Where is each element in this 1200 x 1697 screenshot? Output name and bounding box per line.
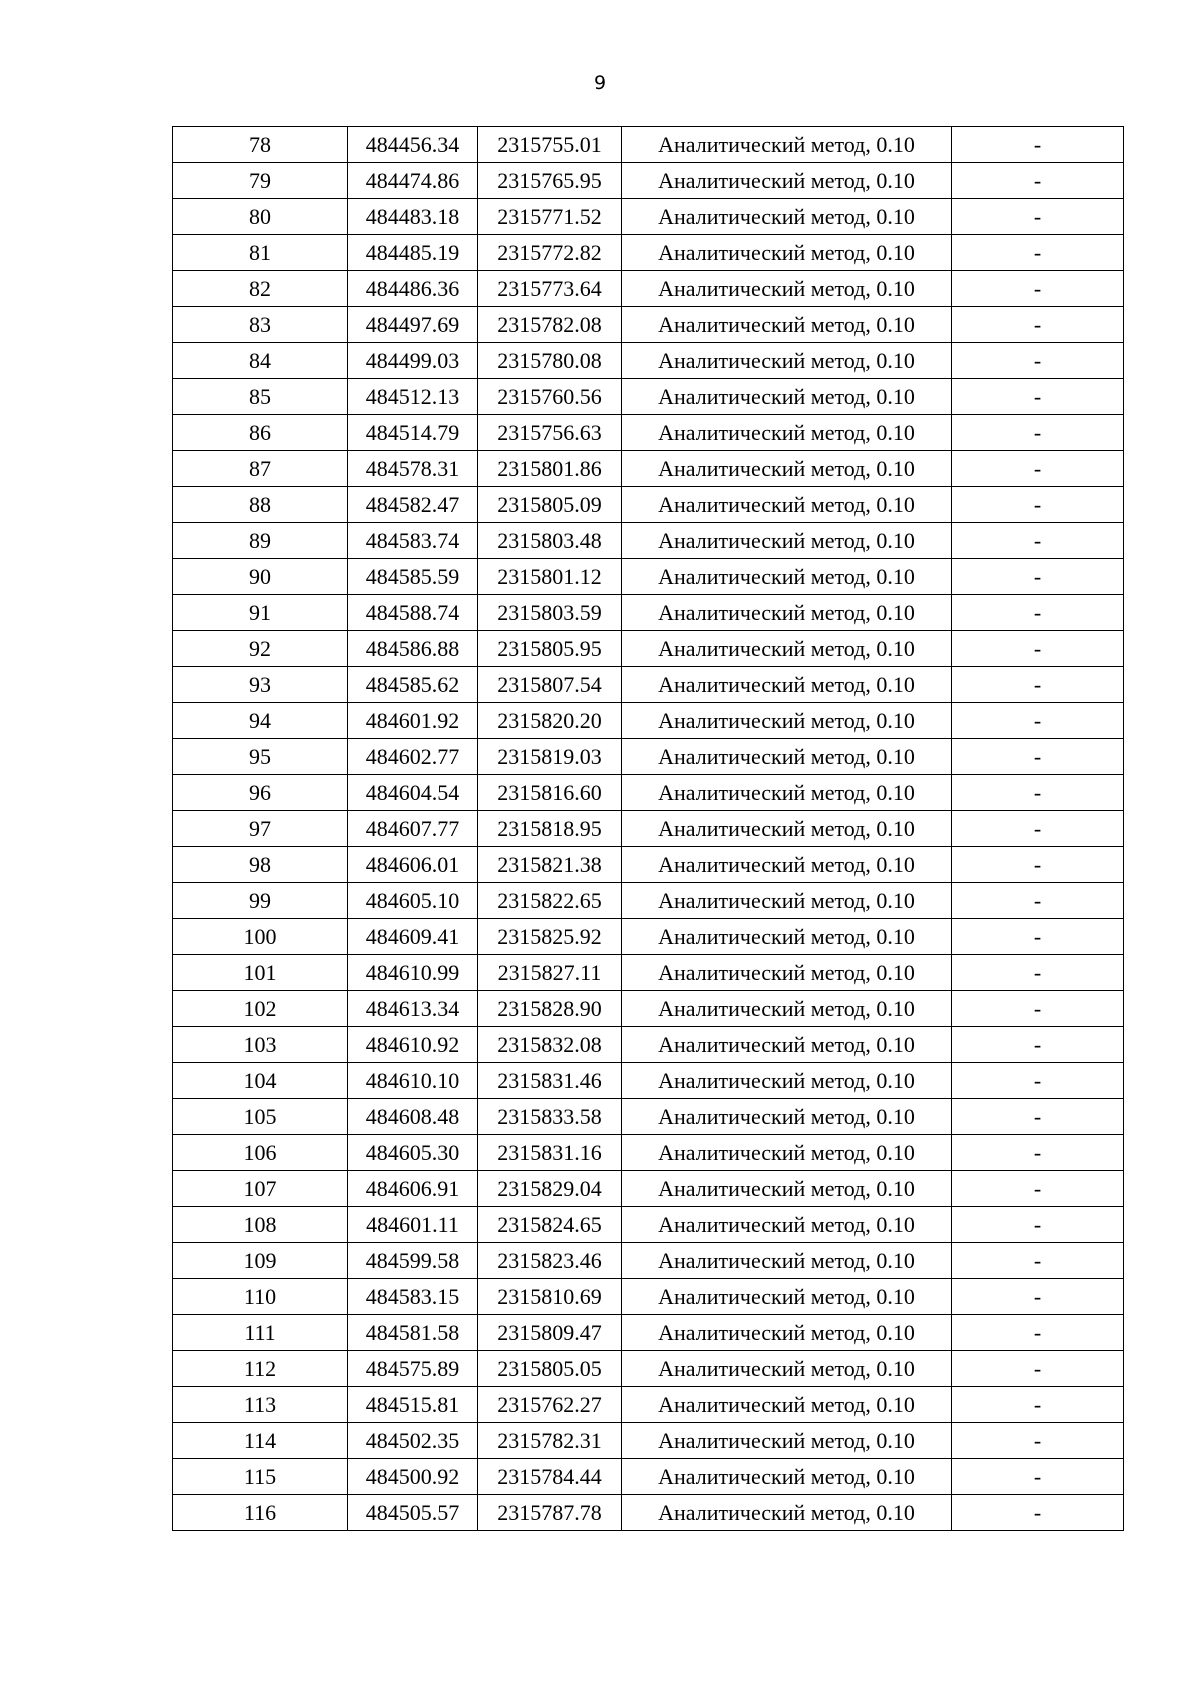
x-coordinate-cell: 484512.13 — [348, 379, 478, 415]
method-accuracy-cell: Аналитический метод, 0.10 — [622, 955, 952, 991]
x-coordinate-cell: 484581.58 — [348, 1315, 478, 1351]
point-description-cell: - — [952, 523, 1124, 559]
method-accuracy-cell: Аналитический метод, 0.10 — [622, 163, 952, 199]
point-description-cell: - — [952, 343, 1124, 379]
table-row — [173, 451, 1124, 487]
point-number-cell: 95 — [173, 739, 348, 775]
point-number-cell: 112 — [173, 1351, 348, 1387]
point-number-cell: 89 — [173, 523, 348, 559]
y-coordinate-cell: 2315762.27 — [478, 1387, 622, 1423]
table-row — [173, 1135, 1124, 1171]
table-row — [173, 1495, 1124, 1531]
method-accuracy-cell: Аналитический метод, 0.10 — [622, 1351, 952, 1387]
point-number-cell: 105 — [173, 1099, 348, 1135]
point-description-cell: - — [952, 271, 1124, 307]
method-accuracy-cell: Аналитический метод, 0.10 — [622, 1135, 952, 1171]
point-number-cell: 94 — [173, 703, 348, 739]
x-coordinate-cell: 484497.69 — [348, 307, 478, 343]
method-accuracy-cell: Аналитический метод, 0.10 — [622, 487, 952, 523]
point-number-cell: 84 — [173, 343, 348, 379]
point-description-cell: - — [952, 487, 1124, 523]
table-row — [173, 559, 1124, 595]
table-row — [173, 739, 1124, 775]
x-coordinate-cell: 484578.31 — [348, 451, 478, 487]
table-row — [173, 667, 1124, 703]
x-coordinate-cell: 484610.10 — [348, 1063, 478, 1099]
point-description-cell: - — [952, 1063, 1124, 1099]
y-coordinate-cell: 2315821.38 — [478, 847, 622, 883]
y-coordinate-cell: 2315772.82 — [478, 235, 622, 271]
point-number-cell: 85 — [173, 379, 348, 415]
x-coordinate-cell: 484613.34 — [348, 991, 478, 1027]
point-number-cell: 88 — [173, 487, 348, 523]
point-description-cell: - — [952, 379, 1124, 415]
point-description-cell: - — [952, 1459, 1124, 1495]
coordinates-table — [172, 126, 1124, 1531]
x-coordinate-cell: 484515.81 — [348, 1387, 478, 1423]
method-accuracy-cell: Аналитический метод, 0.10 — [622, 1495, 952, 1531]
method-accuracy-cell: Аналитический метод, 0.10 — [622, 307, 952, 343]
x-coordinate-cell: 484606.91 — [348, 1171, 478, 1207]
y-coordinate-cell: 2315822.65 — [478, 883, 622, 919]
method-accuracy-cell: Аналитический метод, 0.10 — [622, 1423, 952, 1459]
point-number-cell: 83 — [173, 307, 348, 343]
point-number-cell: 82 — [173, 271, 348, 307]
method-accuracy-cell: Аналитический метод, 0.10 — [622, 631, 952, 667]
point-description-cell: - — [952, 307, 1124, 343]
point-number-cell: 97 — [173, 811, 348, 847]
point-description-cell: - — [952, 415, 1124, 451]
point-number-cell: 80 — [173, 199, 348, 235]
page-number: 9 — [593, 72, 607, 94]
point-description-cell: - — [952, 235, 1124, 271]
x-coordinate-cell: 484610.92 — [348, 1027, 478, 1063]
y-coordinate-cell: 2315810.69 — [478, 1279, 622, 1315]
table-row — [173, 811, 1124, 847]
y-coordinate-cell: 2315756.63 — [478, 415, 622, 451]
x-coordinate-cell: 484575.89 — [348, 1351, 478, 1387]
y-coordinate-cell: 2315801.12 — [478, 559, 622, 595]
table-row — [173, 1459, 1124, 1495]
point-number-cell: 109 — [173, 1243, 348, 1279]
point-description-cell: - — [952, 1135, 1124, 1171]
method-accuracy-cell: Аналитический метод, 0.10 — [622, 199, 952, 235]
method-accuracy-cell: Аналитический метод, 0.10 — [622, 847, 952, 883]
x-coordinate-cell: 484585.59 — [348, 559, 478, 595]
method-accuracy-cell: Аналитический метод, 0.10 — [622, 379, 952, 415]
y-coordinate-cell: 2315765.95 — [478, 163, 622, 199]
table-row — [173, 487, 1124, 523]
y-coordinate-cell: 2315805.95 — [478, 631, 622, 667]
point-number-cell: 87 — [173, 451, 348, 487]
y-coordinate-cell: 2315825.92 — [478, 919, 622, 955]
point-description-cell: - — [952, 1243, 1124, 1279]
point-description-cell: - — [952, 631, 1124, 667]
x-coordinate-cell: 484601.92 — [348, 703, 478, 739]
y-coordinate-cell: 2315807.54 — [478, 667, 622, 703]
point-number-cell: 111 — [173, 1315, 348, 1351]
point-description-cell: - — [952, 775, 1124, 811]
method-accuracy-cell: Аналитический метод, 0.10 — [622, 919, 952, 955]
y-coordinate-cell: 2315784.44 — [478, 1459, 622, 1495]
table-row — [173, 1351, 1124, 1387]
point-description-cell: - — [952, 1099, 1124, 1135]
point-number-cell: 79 — [173, 163, 348, 199]
table-row — [173, 1243, 1124, 1279]
x-coordinate-cell: 484602.77 — [348, 739, 478, 775]
table-row — [173, 1027, 1124, 1063]
y-coordinate-cell: 2315771.52 — [478, 199, 622, 235]
method-accuracy-cell: Аналитический метод, 0.10 — [622, 883, 952, 919]
table-row — [173, 271, 1124, 307]
point-number-cell: 108 — [173, 1207, 348, 1243]
point-description-cell: - — [952, 199, 1124, 235]
table-row — [173, 883, 1124, 919]
point-number-cell: 91 — [173, 595, 348, 631]
y-coordinate-cell: 2315833.58 — [478, 1099, 622, 1135]
y-coordinate-cell: 2315818.95 — [478, 811, 622, 847]
method-accuracy-cell: Аналитический метод, 0.10 — [622, 1063, 952, 1099]
x-coordinate-cell: 484583.15 — [348, 1279, 478, 1315]
point-number-cell: 114 — [173, 1423, 348, 1459]
table-row — [173, 1423, 1124, 1459]
x-coordinate-cell: 484608.48 — [348, 1099, 478, 1135]
table-row — [173, 919, 1124, 955]
y-coordinate-cell: 2315803.59 — [478, 595, 622, 631]
method-accuracy-cell: Аналитический метод, 0.10 — [622, 1459, 952, 1495]
point-number-cell: 115 — [173, 1459, 348, 1495]
point-description-cell: - — [952, 919, 1124, 955]
coordinates-table-body — [173, 127, 1124, 1531]
method-accuracy-cell: Аналитический метод, 0.10 — [622, 523, 952, 559]
table-row — [173, 415, 1124, 451]
x-coordinate-cell: 484586.88 — [348, 631, 478, 667]
x-coordinate-cell: 484502.35 — [348, 1423, 478, 1459]
point-number-cell: 90 — [173, 559, 348, 595]
x-coordinate-cell: 484601.11 — [348, 1207, 478, 1243]
y-coordinate-cell: 2315828.90 — [478, 991, 622, 1027]
point-number-cell: 110 — [173, 1279, 348, 1315]
method-accuracy-cell: Аналитический метод, 0.10 — [622, 1315, 952, 1351]
method-accuracy-cell: Аналитический метод, 0.10 — [622, 703, 952, 739]
x-coordinate-cell: 484485.19 — [348, 235, 478, 271]
method-accuracy-cell: Аналитический метод, 0.10 — [622, 451, 952, 487]
x-coordinate-cell: 484499.03 — [348, 343, 478, 379]
point-number-cell: 102 — [173, 991, 348, 1027]
table-row — [173, 127, 1124, 163]
method-accuracy-cell: Аналитический метод, 0.10 — [622, 667, 952, 703]
x-coordinate-cell: 484599.58 — [348, 1243, 478, 1279]
x-coordinate-cell: 484588.74 — [348, 595, 478, 631]
method-accuracy-cell: Аналитический метод, 0.10 — [622, 775, 952, 811]
x-coordinate-cell: 484483.18 — [348, 199, 478, 235]
y-coordinate-cell: 2315823.46 — [478, 1243, 622, 1279]
table-row — [173, 1171, 1124, 1207]
y-coordinate-cell: 2315782.08 — [478, 307, 622, 343]
point-description-cell: - — [952, 1207, 1124, 1243]
point-number-cell: 93 — [173, 667, 348, 703]
method-accuracy-cell: Аналитический метод, 0.10 — [622, 1243, 952, 1279]
table-row — [173, 1099, 1124, 1135]
x-coordinate-cell: 484486.36 — [348, 271, 478, 307]
point-number-cell: 104 — [173, 1063, 348, 1099]
x-coordinate-cell: 484606.01 — [348, 847, 478, 883]
x-coordinate-cell: 484505.57 — [348, 1495, 478, 1531]
method-accuracy-cell: Аналитический метод, 0.10 — [622, 127, 952, 163]
method-accuracy-cell: Аналитический метод, 0.10 — [622, 343, 952, 379]
point-description-cell: - — [952, 559, 1124, 595]
point-description-cell: - — [952, 955, 1124, 991]
point-description-cell: - — [952, 1387, 1124, 1423]
point-description-cell: - — [952, 991, 1124, 1027]
table-row — [173, 163, 1124, 199]
point-description-cell: - — [952, 163, 1124, 199]
x-coordinate-cell: 484474.86 — [348, 163, 478, 199]
point-number-cell: 113 — [173, 1387, 348, 1423]
method-accuracy-cell: Аналитический метод, 0.10 — [622, 1207, 952, 1243]
table-row — [173, 595, 1124, 631]
method-accuracy-cell: Аналитический метод, 0.10 — [622, 991, 952, 1027]
point-description-cell: - — [952, 1279, 1124, 1315]
method-accuracy-cell: Аналитический метод, 0.10 — [622, 415, 952, 451]
y-coordinate-cell: 2315827.11 — [478, 955, 622, 991]
x-coordinate-cell: 484610.99 — [348, 955, 478, 991]
x-coordinate-cell: 484500.92 — [348, 1459, 478, 1495]
point-description-cell: - — [952, 1351, 1124, 1387]
method-accuracy-cell: Аналитический метод, 0.10 — [622, 235, 952, 271]
x-coordinate-cell: 484585.62 — [348, 667, 478, 703]
point-description-cell: - — [952, 1315, 1124, 1351]
y-coordinate-cell: 2315780.08 — [478, 343, 622, 379]
point-description-cell: - — [952, 811, 1124, 847]
table-row — [173, 991, 1124, 1027]
point-description-cell: - — [952, 883, 1124, 919]
method-accuracy-cell: Аналитический метод, 0.10 — [622, 1027, 952, 1063]
method-accuracy-cell: Аналитический метод, 0.10 — [622, 739, 952, 775]
y-coordinate-cell: 2315831.16 — [478, 1135, 622, 1171]
method-accuracy-cell: Аналитический метод, 0.10 — [622, 1279, 952, 1315]
method-accuracy-cell: Аналитический метод, 0.10 — [622, 595, 952, 631]
x-coordinate-cell: 484604.54 — [348, 775, 478, 811]
x-coordinate-cell: 484514.79 — [348, 415, 478, 451]
table-row — [173, 523, 1124, 559]
method-accuracy-cell: Аналитический метод, 0.10 — [622, 1171, 952, 1207]
y-coordinate-cell: 2315831.46 — [478, 1063, 622, 1099]
point-description-cell: - — [952, 847, 1124, 883]
table-row — [173, 343, 1124, 379]
point-number-cell: 78 — [173, 127, 348, 163]
y-coordinate-cell: 2315809.47 — [478, 1315, 622, 1351]
point-number-cell: 96 — [173, 775, 348, 811]
x-coordinate-cell: 484605.10 — [348, 883, 478, 919]
method-accuracy-cell: Аналитический метод, 0.10 — [622, 271, 952, 307]
table-row — [173, 703, 1124, 739]
point-description-cell: - — [952, 1423, 1124, 1459]
y-coordinate-cell: 2315801.86 — [478, 451, 622, 487]
point-description-cell: - — [952, 739, 1124, 775]
table-row — [173, 1207, 1124, 1243]
table-row — [173, 1315, 1124, 1351]
x-coordinate-cell: 484605.30 — [348, 1135, 478, 1171]
point-number-cell: 107 — [173, 1171, 348, 1207]
y-coordinate-cell: 2315773.64 — [478, 271, 622, 307]
point-description-cell: - — [952, 1171, 1124, 1207]
point-number-cell: 98 — [173, 847, 348, 883]
table-row — [173, 1279, 1124, 1315]
method-accuracy-cell: Аналитический метод, 0.10 — [622, 1387, 952, 1423]
y-coordinate-cell: 2315820.20 — [478, 703, 622, 739]
x-coordinate-cell: 484609.41 — [348, 919, 478, 955]
point-description-cell: - — [952, 127, 1124, 163]
point-description-cell: - — [952, 1495, 1124, 1531]
method-accuracy-cell: Аналитический метод, 0.10 — [622, 811, 952, 847]
table-row — [173, 307, 1124, 343]
y-coordinate-cell: 2315782.31 — [478, 1423, 622, 1459]
point-number-cell: 99 — [173, 883, 348, 919]
y-coordinate-cell: 2315787.78 — [478, 1495, 622, 1531]
point-description-cell: - — [952, 595, 1124, 631]
table-row — [173, 379, 1124, 415]
table-row — [173, 775, 1124, 811]
x-coordinate-cell: 484607.77 — [348, 811, 478, 847]
point-number-cell: 100 — [173, 919, 348, 955]
point-number-cell: 116 — [173, 1495, 348, 1531]
point-number-cell: 81 — [173, 235, 348, 271]
table-row — [173, 847, 1124, 883]
y-coordinate-cell: 2315816.60 — [478, 775, 622, 811]
y-coordinate-cell: 2315824.65 — [478, 1207, 622, 1243]
point-description-cell: - — [952, 451, 1124, 487]
table-row — [173, 1063, 1124, 1099]
x-coordinate-cell: 484456.34 — [348, 127, 478, 163]
table-row — [173, 955, 1124, 991]
table-row — [173, 199, 1124, 235]
y-coordinate-cell: 2315803.48 — [478, 523, 622, 559]
y-coordinate-cell: 2315829.04 — [478, 1171, 622, 1207]
y-coordinate-cell: 2315819.03 — [478, 739, 622, 775]
x-coordinate-cell: 484583.74 — [348, 523, 478, 559]
y-coordinate-cell: 2315760.56 — [478, 379, 622, 415]
point-number-cell: 86 — [173, 415, 348, 451]
point-number-cell: 92 — [173, 631, 348, 667]
table-row — [173, 235, 1124, 271]
point-number-cell: 106 — [173, 1135, 348, 1171]
table-row — [173, 1387, 1124, 1423]
y-coordinate-cell: 2315805.09 — [478, 487, 622, 523]
point-description-cell: - — [952, 1027, 1124, 1063]
point-number-cell: 103 — [173, 1027, 348, 1063]
point-description-cell: - — [952, 703, 1124, 739]
point-number-cell: 101 — [173, 955, 348, 991]
method-accuracy-cell: Аналитический метод, 0.10 — [622, 559, 952, 595]
x-coordinate-cell: 484582.47 — [348, 487, 478, 523]
y-coordinate-cell: 2315755.01 — [478, 127, 622, 163]
point-description-cell: - — [952, 667, 1124, 703]
table-row — [173, 631, 1124, 667]
y-coordinate-cell: 2315805.05 — [478, 1351, 622, 1387]
y-coordinate-cell: 2315832.08 — [478, 1027, 622, 1063]
method-accuracy-cell: Аналитический метод, 0.10 — [622, 1099, 952, 1135]
